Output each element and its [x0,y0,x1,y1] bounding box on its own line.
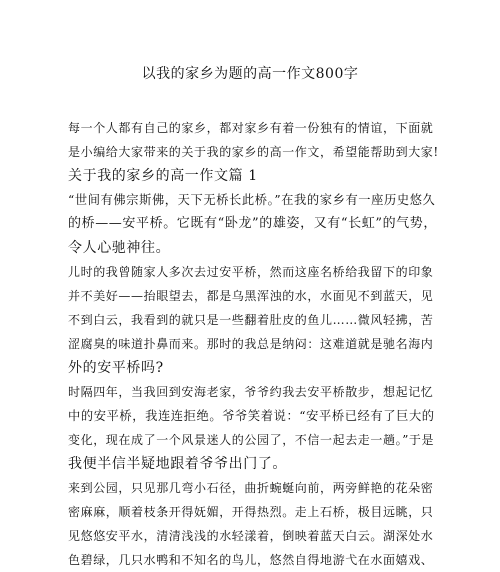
text-line: 密麻麻，顺着枝条开得妩媚，开得热烈。走上石桥，极目远眺，只 [68,505,434,519]
text-line: 令人心驰神往。 [68,240,171,256]
page-title: 以我的家乡为题的高一作文800字 [141,66,359,82]
text-line: “世间有佛宗斯佛，天下无桥长此桥。”在我的家乡有一座历史悠久 [68,193,436,207]
text-line: 关于我的家乡的高一作文篇 1 [68,168,258,184]
text-line: 见悠悠安平水，清清浅浅的水轻漾着，倒映着蓝天白云。湖深处水 [68,529,434,543]
text-line: 的桥——安平桥。它既有“卧龙”的雄姿，又有“长虹”的气势， [68,216,437,231]
text-line: 是小编给大家带来的关于我的家乡的高一作文，希望能帮助到大家! [68,145,439,159]
text-line: 我便半信半疑地跟着爷爷出门了。 [68,456,287,472]
article-body [68,116,440,572]
text-line: 每一个人都有自己的家乡，都对家乡有着一份独有的情谊，下面就 [68,121,434,135]
text-line: 来到公园，只见那几弯小石径，曲折蜿蜒向前，两旁鲜艳的花朵密 [68,481,434,495]
text-line: 涩腐臭的味道扑鼻而来。那时的我总是纳闷：这难道就是驰名海内 [68,337,434,351]
text-line: 中的安平桥，我连连拒绝。爷爷笑着说：“安平桥已经有了巨大的 [68,409,435,423]
text-line: 色碧绿，几只水鸭和不知名的鸟儿，悠然自得地游弋在水面嬉戏、 [68,553,434,567]
text-line: 不到白云，我看到的就只是一些翻着肚皮的鱼儿……微风轻拂，苦 [68,313,434,327]
text-line: 儿时的我曾随家人多次去过安平桥，然而这座名桥给我留下的印象 [68,265,434,279]
text-line: 外的安平桥吗? [68,360,164,376]
text-line: 并不美好——抬眼望去，都是乌黑浑浊的水，水面见不到蓝天，见 [68,289,434,303]
text-line: 时隔四年，当我回到安海老家，爷爷约我去安平桥散步，想起记忆 [68,385,434,399]
text-line: 变化，现在成了一个风景迷人的公园了，不信一起去走一趟。”于是 [68,433,435,447]
